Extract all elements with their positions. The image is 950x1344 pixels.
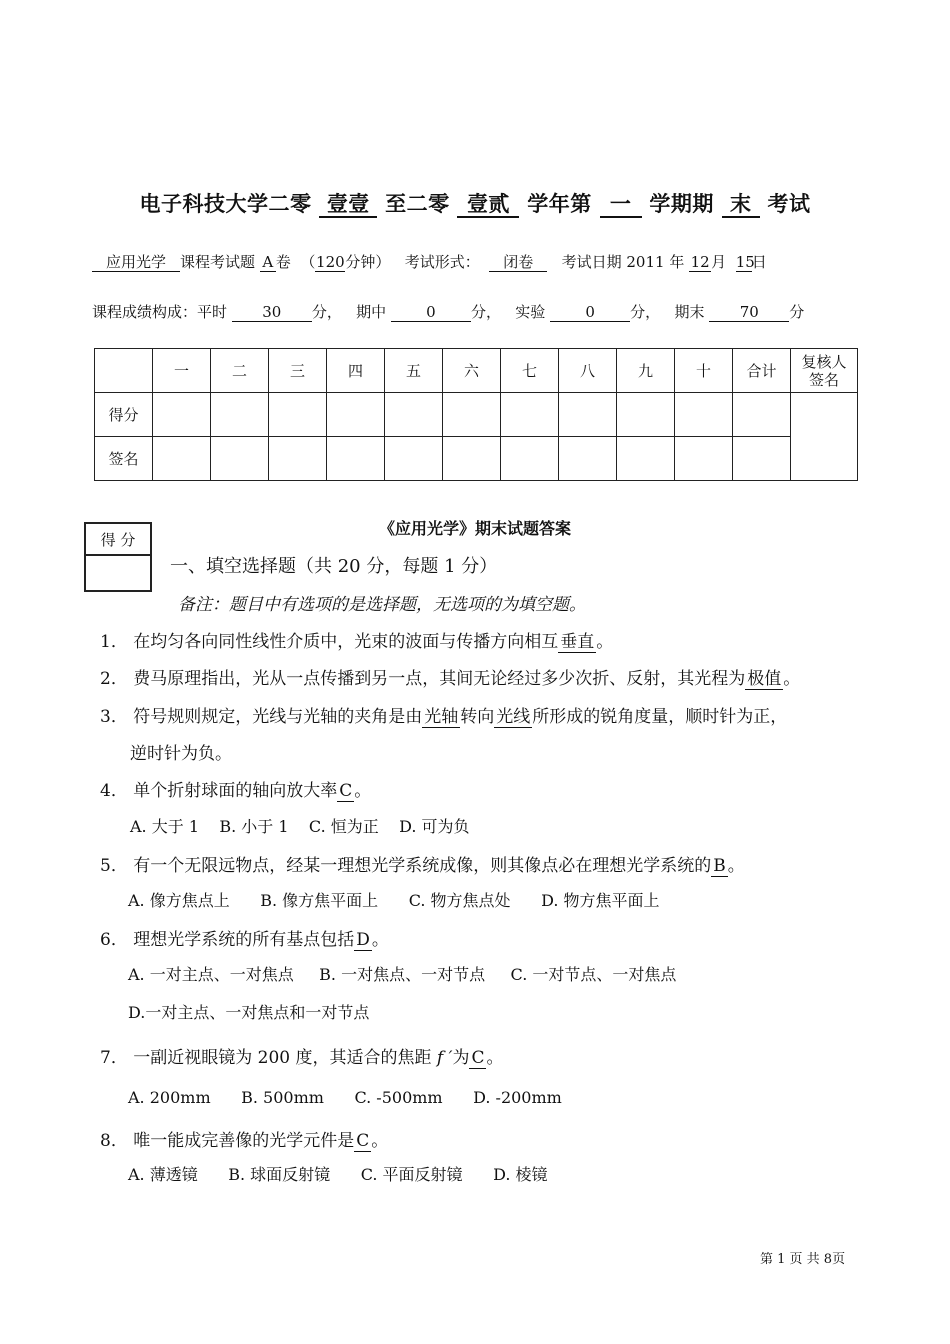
- course-name: 应用光学: [92, 254, 180, 272]
- title-text: 学期期: [649, 191, 714, 216]
- sign-cell: [153, 437, 211, 481]
- answer: C: [471, 1048, 485, 1068]
- question-text: 有一个无限远物点，经某一理想光学系统成像，则其像点必在理想光学系统的: [133, 856, 712, 876]
- question-7-options: [128, 1088, 562, 1107]
- title-text: 至二零: [385, 191, 450, 216]
- title-year-end: 壹贰: [457, 192, 519, 218]
- option: A. 一对主点、一对焦点: [128, 965, 294, 984]
- label-date: 考试日期: [561, 253, 622, 271]
- question-text: 在均匀各向同性线性介质中，光束的波面与传播方向相互: [133, 632, 559, 652]
- final-score: 70: [709, 304, 789, 322]
- question-text: 唯一能成完善像的光学元件是: [133, 1131, 355, 1151]
- column-header: 二: [211, 349, 269, 393]
- column-header: 四: [327, 349, 385, 393]
- section-heading: 一、填空选择题（共 20 分，每题 1 分）: [170, 556, 498, 577]
- question-5-options: [128, 888, 660, 911]
- sign-cell: [443, 437, 501, 481]
- column-header: 十: [675, 349, 733, 393]
- question-number: 5．: [100, 856, 128, 876]
- sep: ，: [326, 303, 342, 321]
- unit: 分: [789, 303, 805, 321]
- score-row: [95, 393, 858, 437]
- sign-cell: [733, 437, 791, 481]
- sign-cell: [617, 437, 675, 481]
- row-label: 得分: [95, 393, 153, 437]
- option: D. 物方焦平面上: [541, 891, 660, 910]
- reviewer-label: 复核人: [801, 352, 847, 371]
- label-composition: 课程成绩构成：: [92, 303, 198, 321]
- option: C. 一对节点、一对焦点: [510, 965, 677, 984]
- label-lab: 实验: [515, 303, 546, 321]
- column-header: 七: [501, 349, 559, 393]
- question-6-options: [128, 962, 676, 985]
- midterm-score: 0: [391, 304, 471, 322]
- title-term: 末: [722, 192, 760, 218]
- score-cell: [675, 393, 733, 437]
- option: B. 小于 1: [219, 817, 289, 836]
- answer: 极值: [747, 669, 782, 689]
- duration: 120: [316, 253, 345, 271]
- question-number: 7．: [100, 1048, 128, 1068]
- answer: 光轴: [424, 707, 459, 727]
- sign-cell: [559, 437, 617, 481]
- question-text: 。: [783, 669, 801, 689]
- question-4-options: [130, 814, 470, 837]
- column-header: 五: [385, 349, 443, 393]
- sep: ，: [645, 303, 661, 321]
- option: A. 大于 1: [130, 817, 199, 836]
- question-text: 。: [354, 781, 372, 801]
- paper-type: A: [260, 254, 276, 272]
- question-number: 3．: [100, 707, 128, 727]
- question-text: 。: [371, 930, 389, 950]
- row-label: 签名: [95, 437, 153, 481]
- question-text: 符号规则规定，光线与光轴的夹角是由: [133, 707, 423, 727]
- question-5: [100, 851, 745, 876]
- question-text: 。: [371, 1131, 389, 1151]
- question-1: [100, 627, 613, 652]
- question-text: 转向: [460, 707, 495, 727]
- question-8: [100, 1126, 388, 1151]
- grade-composition-line: [92, 301, 804, 322]
- answer: 垂直: [560, 632, 595, 652]
- label-duration: 分钟）: [345, 253, 391, 271]
- score-box-value: [85, 555, 151, 591]
- option: B. 500mm: [241, 1088, 324, 1107]
- column-header: 六: [443, 349, 501, 393]
- column-header: 三: [269, 349, 327, 393]
- paren: （: [300, 253, 316, 271]
- question-2: [100, 664, 800, 689]
- sign-cell: [327, 437, 385, 481]
- score-table-header: [95, 349, 858, 393]
- focal-length-symbol: f ′: [436, 1048, 453, 1068]
- question-number: 4．: [100, 781, 128, 801]
- label-regular: 平时: [197, 303, 228, 321]
- option: A. 像方焦点上: [128, 891, 230, 910]
- question-3: [100, 702, 787, 727]
- option: C. -500mm: [354, 1088, 443, 1107]
- reviewer-header: [791, 349, 858, 393]
- question-text: 。: [727, 856, 745, 876]
- label-day: 日: [751, 253, 767, 271]
- score-cell: [327, 393, 385, 437]
- option: D. -200mm: [473, 1088, 562, 1107]
- page-footer: 第 1 页 共 8页: [760, 1252, 846, 1267]
- label-year: 年: [669, 253, 685, 271]
- exam-day: 15: [735, 253, 755, 271]
- column-header: 九: [617, 349, 675, 393]
- question-4: [100, 776, 371, 801]
- reviewer-cell: [791, 393, 858, 481]
- question-text: 。: [486, 1048, 504, 1068]
- sign-cell: [211, 437, 269, 481]
- sign-cell: [675, 437, 733, 481]
- option: D. 棱镜: [493, 1165, 548, 1184]
- score-cell: [385, 393, 443, 437]
- question-text: 。: [596, 632, 614, 652]
- exam-info-line: [92, 251, 767, 272]
- column-header: 八: [559, 349, 617, 393]
- title-semester: 一: [600, 192, 642, 218]
- exam-form: 闭卷: [489, 254, 547, 272]
- unit: 分: [311, 303, 327, 321]
- answer-title: 《应用光学》期末试题答案: [378, 519, 571, 538]
- signature-row: [95, 437, 858, 481]
- unit: 分: [470, 303, 486, 321]
- question-text: 所形成的锐角度量，顺时针为正，: [532, 707, 788, 727]
- label-course: 课程考试题: [180, 253, 256, 271]
- answer: 光线: [496, 707, 531, 727]
- option: B. 像方焦平面上: [260, 891, 379, 910]
- sign-cell: [269, 437, 327, 481]
- option: C. 恒为正: [308, 817, 379, 836]
- option: A. 薄透镜: [128, 1165, 198, 1184]
- exam-year: 2011: [626, 253, 665, 271]
- score-cell: [153, 393, 211, 437]
- question-3-continued: 逆时针为负。: [130, 744, 232, 764]
- sign-cell: [385, 437, 443, 481]
- question-6: [100, 925, 389, 950]
- option: B. 球面反射镜: [228, 1165, 331, 1184]
- score-cell: [559, 393, 617, 437]
- reviewer-sign-label: 签名: [808, 370, 839, 389]
- section-note: 备注：题目中有选项的是选择题，无选项的为填空题。: [178, 595, 586, 615]
- option: A. 200mm: [128, 1088, 211, 1107]
- exam-month: 12: [690, 253, 710, 271]
- column-header: 合计: [733, 349, 791, 393]
- question-number: 6．: [100, 930, 128, 950]
- question-text: 一副近视眼镜为 200 度，其适合的焦距: [133, 1048, 432, 1068]
- question-8-options: [128, 1162, 548, 1185]
- label-final: 期末: [674, 303, 705, 321]
- question-text: 理想光学系统的所有基点包括: [133, 930, 355, 950]
- question-number: 8．: [100, 1131, 128, 1151]
- sign-cell: [501, 437, 559, 481]
- question-text: 费马原理指出，光从一点传播到另一点，其间无论经过多少次折、反射，其光程为: [133, 669, 746, 689]
- answer: C: [339, 781, 353, 801]
- score-cell: [501, 393, 559, 437]
- question-text: 为: [452, 1048, 470, 1068]
- option: C. 物方焦点处: [408, 891, 511, 910]
- regular-score: 30: [232, 304, 312, 322]
- title-text: 学年第: [527, 191, 592, 216]
- score-table: [94, 348, 858, 481]
- score-cell: [269, 393, 327, 437]
- question-7: [100, 1043, 503, 1068]
- score-box-label: 得 分: [85, 523, 151, 555]
- label-paper: 卷: [275, 253, 291, 271]
- option: B. 一对焦点、一对节点: [319, 965, 486, 984]
- score-cell: [733, 393, 791, 437]
- label-midterm: 期中: [356, 303, 387, 321]
- question-text: 单个折射球面的轴向放大率: [133, 781, 338, 801]
- title-text: 电子科技大学二零: [139, 191, 312, 216]
- score-cell: [211, 393, 269, 437]
- score-cell: [617, 393, 675, 437]
- option: D. 可为负: [399, 817, 470, 836]
- option: C. 平面反射镜: [360, 1165, 463, 1184]
- lab-score: 0: [550, 304, 630, 322]
- exam-title: [0, 188, 950, 218]
- score-cell: [443, 393, 501, 437]
- answer: C: [356, 1131, 370, 1151]
- column-header: 一: [153, 349, 211, 393]
- answer: D: [356, 930, 370, 950]
- unit: 分: [630, 303, 646, 321]
- question-6-option-d: D.一对主点、一对焦点和一对节点: [128, 1003, 370, 1022]
- table-corner: [95, 349, 153, 393]
- label-month: 月: [711, 253, 727, 271]
- question-number: 2．: [100, 669, 128, 689]
- title-text: 考试: [767, 191, 811, 216]
- answer: B: [713, 856, 726, 876]
- sep: ，: [485, 303, 501, 321]
- label-form: 考试形式：: [404, 253, 480, 271]
- title-year-start: 壹壹: [319, 192, 377, 218]
- question-number: 1．: [100, 632, 128, 652]
